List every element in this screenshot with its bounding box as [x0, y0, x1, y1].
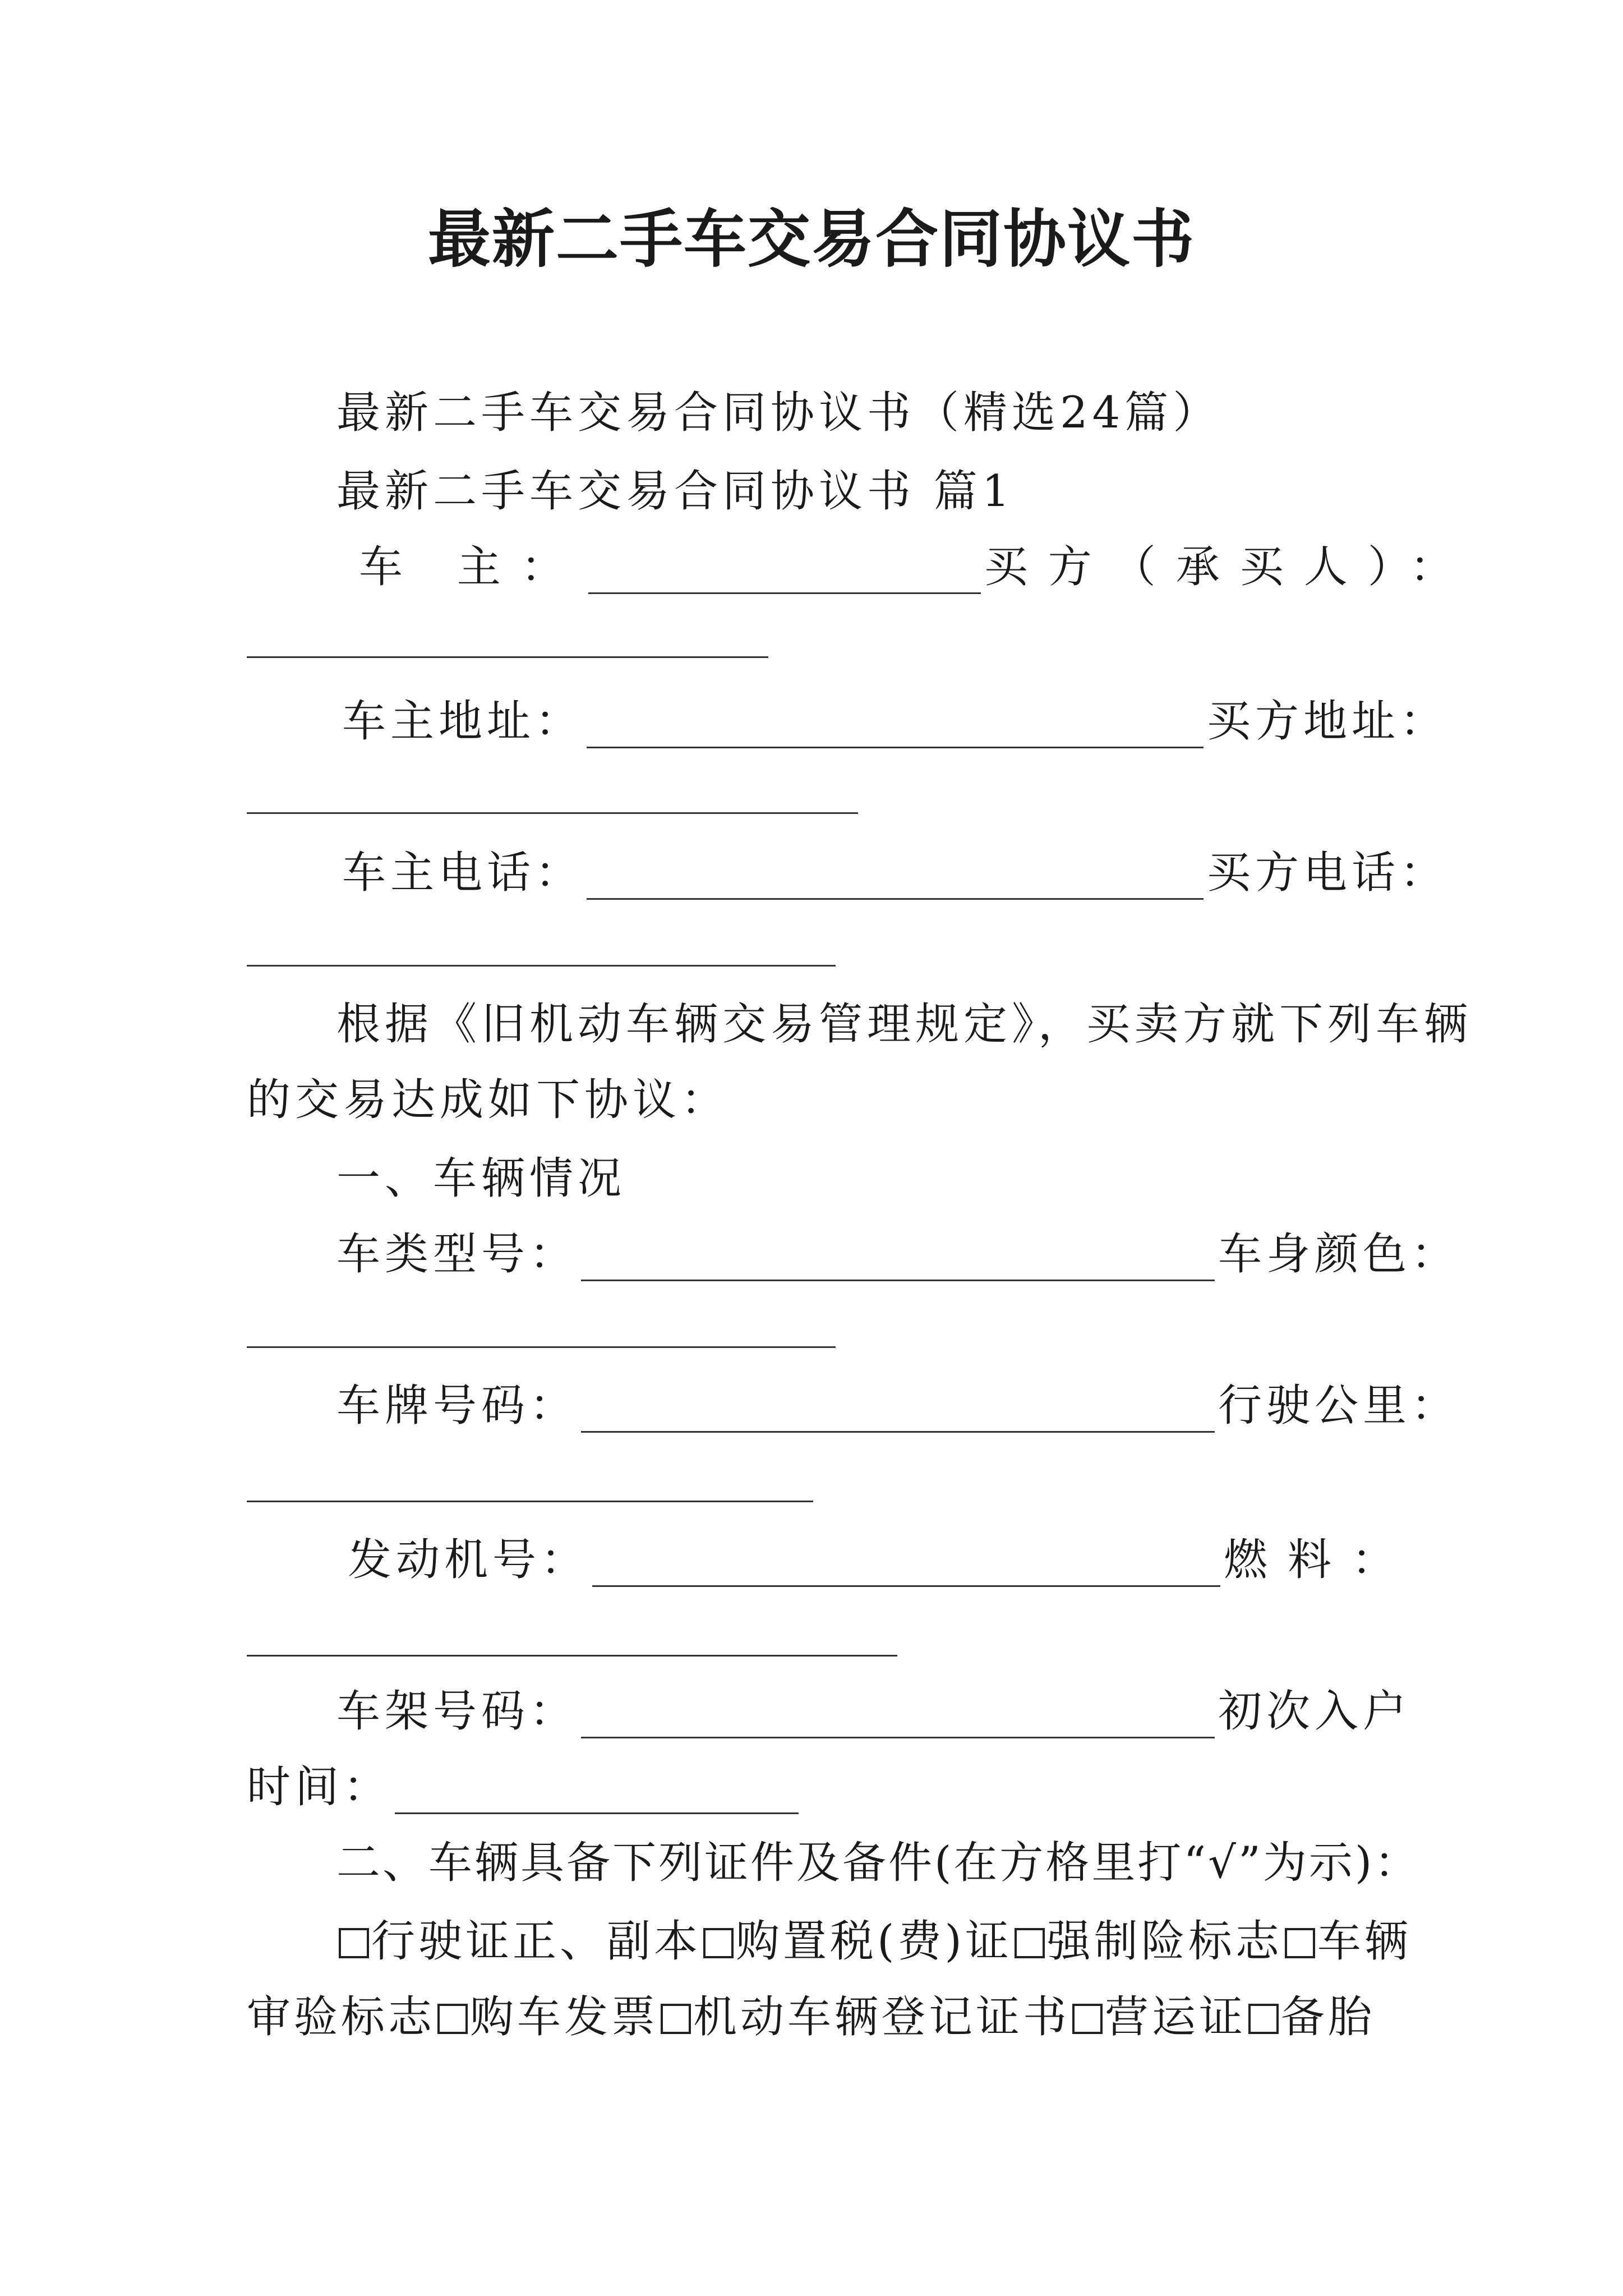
- first-reg-label-b: 时间：: [247, 1762, 392, 1812]
- engine-label: 发动机号：: [348, 1535, 589, 1585]
- fuel-label: 燃料：: [1224, 1535, 1416, 1585]
- first-reg-label-a: 初次入户: [1218, 1686, 1412, 1737]
- checkbox-4[interactable]: [1285, 1928, 1315, 1958]
- checkbox-3[interactable]: [1015, 1928, 1045, 1958]
- plate-blank[interactable]: [581, 1392, 1215, 1433]
- section2-heading: 二、车辆具备下列证件及备件(在方格里打“√”为示)：: [336, 1838, 1421, 1888]
- buyer-label: 买方（承买人）：: [984, 542, 1474, 592]
- doc-item-7: 机动车辆登记证书: [693, 1992, 1071, 2042]
- checkbox-7[interactable]: [1072, 2004, 1103, 2034]
- subtitle: 最新二手车交易合同协议书（精选24篇）: [336, 388, 1221, 438]
- doc-item-3: 强制险标志: [1046, 1916, 1283, 1967]
- engine-row: [348, 1534, 1415, 1587]
- owner-row: [359, 541, 1474, 594]
- doc-item-9: 备胎: [1281, 1992, 1376, 2042]
- owner-phone-blank[interactable]: [587, 859, 1204, 900]
- frame-label: 车架号码：: [336, 1686, 578, 1737]
- mileage-label: 行驶公里：: [1218, 1381, 1460, 1431]
- plate-row: [336, 1380, 1459, 1433]
- doc-item-2: 购置税(费)证: [736, 1916, 1012, 1967]
- doc-item-6: 购车发票: [470, 1992, 659, 2042]
- buyer-address-label: 买方地址：: [1207, 696, 1449, 747]
- checkbox-1[interactable]: [339, 1928, 369, 1958]
- plate-label: 车牌号码：: [336, 1381, 578, 1431]
- owner-blank[interactable]: [588, 553, 981, 594]
- document-title: 最新二手车交易合同协议书: [428, 203, 1195, 276]
- checkbox-8[interactable]: [1248, 2004, 1279, 2034]
- model-blank[interactable]: [581, 1240, 1215, 1281]
- engine-blank[interactable]: [592, 1546, 1220, 1587]
- buyer-phone-label: 买方电话：: [1207, 848, 1449, 898]
- intro-line-2: 的交易达成如下协议：: [247, 1075, 730, 1125]
- part-heading: 最新二手车交易合同协议书 篇1: [336, 466, 1015, 517]
- section1-heading: 一、车辆情况: [336, 1153, 626, 1204]
- checkbox-2[interactable]: [703, 1928, 734, 1958]
- checkbox-5[interactable]: [437, 2004, 468, 2034]
- frame-row: [336, 1686, 1411, 1738]
- model-row: [336, 1228, 1459, 1281]
- owner-phone-label: 车主电话：: [342, 848, 584, 898]
- mileage-blank[interactable]: [247, 1501, 813, 1502]
- first-reg-blank[interactable]: [395, 1773, 799, 1814]
- checkbox-6[interactable]: [661, 2004, 691, 2034]
- doc-item-1: 行驶证正、副本: [371, 1916, 702, 1967]
- color-blank[interactable]: [247, 1346, 836, 1348]
- owner-label: 车 主：: [359, 542, 585, 592]
- documents-row-1: [336, 1916, 1412, 1968]
- buyer-phone-blank[interactable]: [247, 965, 836, 967]
- owner-phone-row: [342, 847, 1448, 900]
- owner-address-blank[interactable]: [587, 707, 1204, 748]
- frame-blank[interactable]: [581, 1697, 1215, 1738]
- first-reg-row: [247, 1761, 802, 1814]
- buyer-address-blank[interactable]: [247, 812, 858, 814]
- owner-address-label: 车主地址：: [342, 696, 584, 747]
- owner-address-row: [342, 696, 1448, 748]
- color-label: 车身颜色：: [1218, 1229, 1460, 1280]
- documents-row-2: [247, 1991, 1375, 2044]
- doc-item-5: 审验标志: [247, 1992, 436, 2042]
- model-label: 车类型号：: [336, 1229, 578, 1280]
- fuel-blank[interactable]: [247, 1655, 897, 1657]
- intro-line-1: 根据《旧机动车辆交易管理规定》，买卖方就下列车辆: [336, 999, 1473, 1050]
- doc-item-4: 车辆: [1317, 1916, 1412, 1967]
- buyer-blank[interactable]: [247, 656, 768, 658]
- doc-item-8: 营运证: [1105, 1992, 1247, 2042]
